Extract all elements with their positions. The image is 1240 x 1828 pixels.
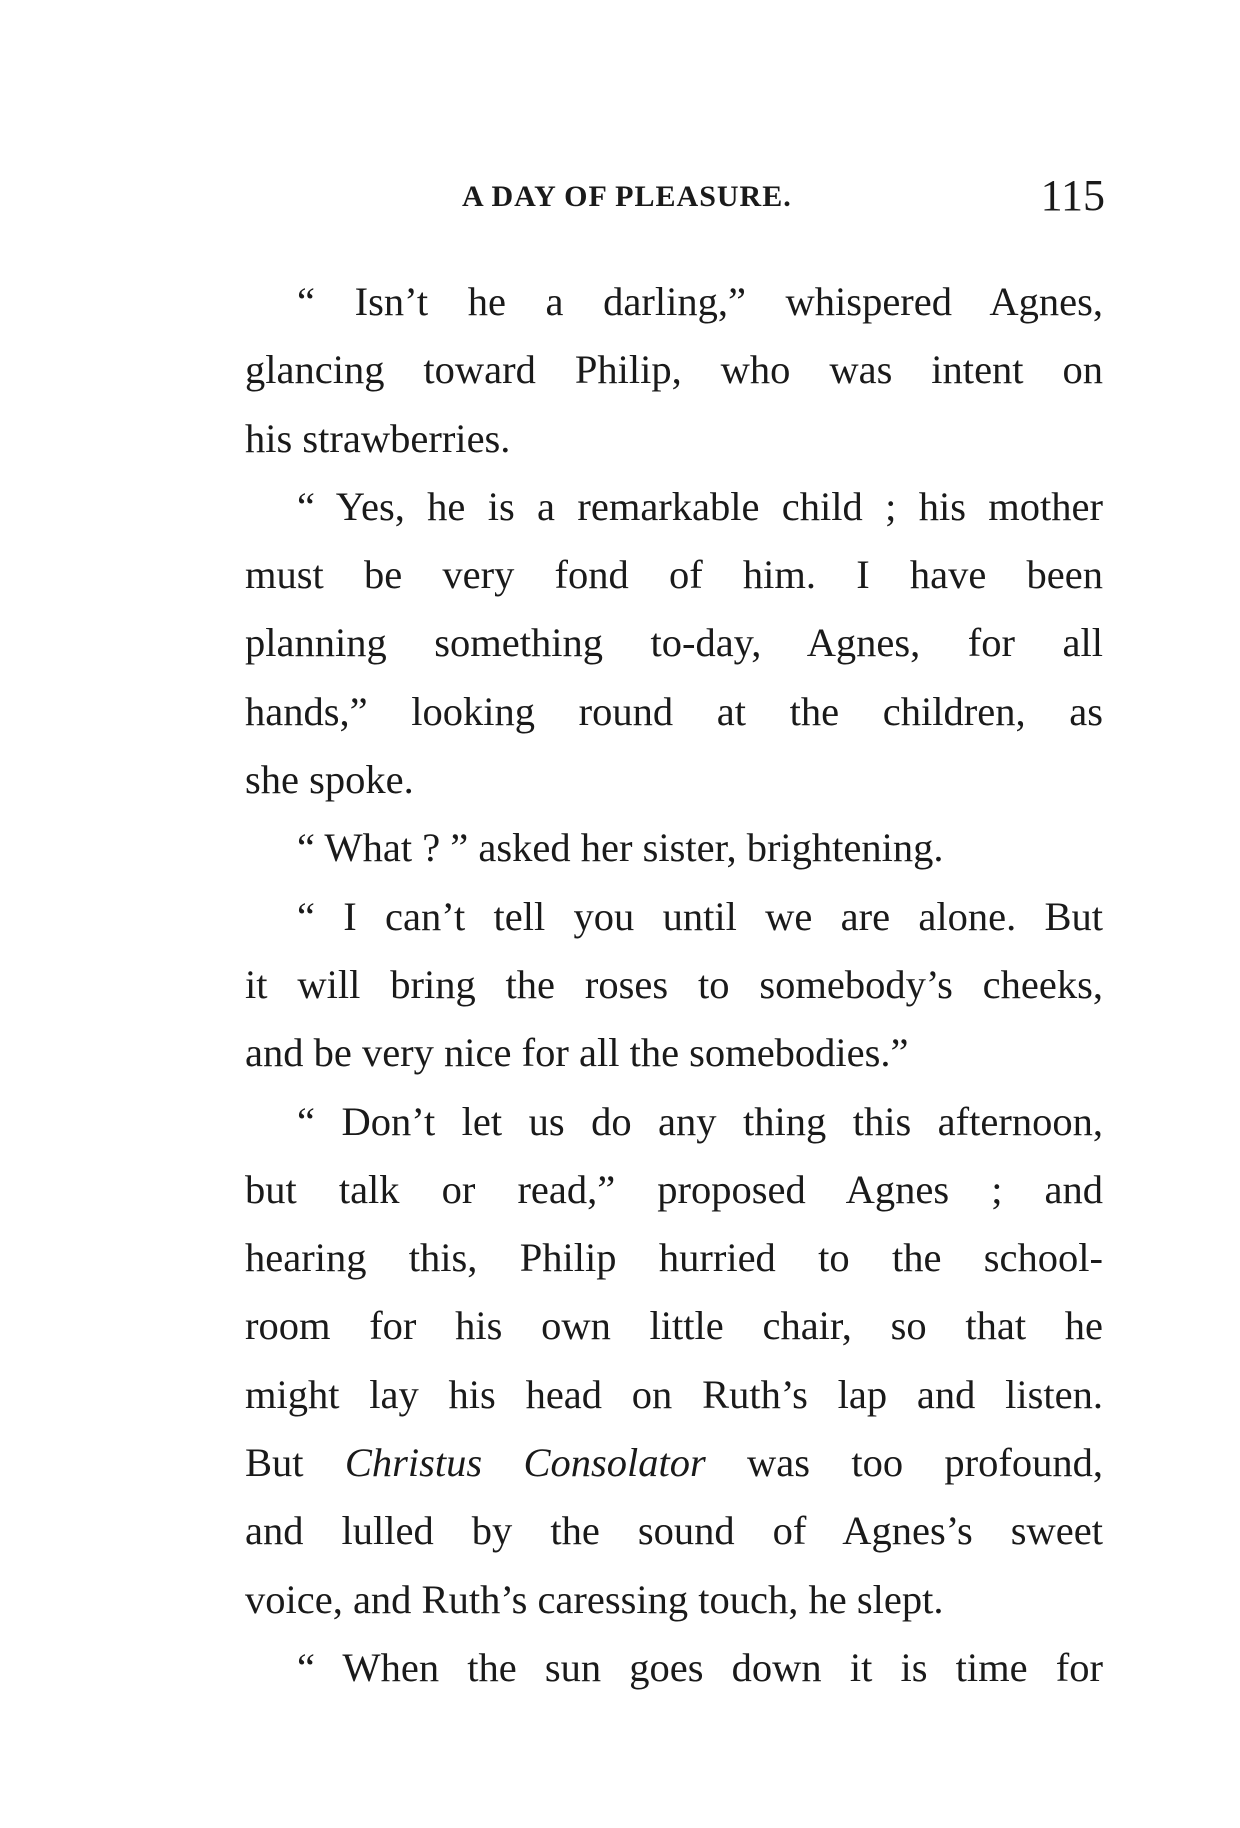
text-line-with-italic xyxy=(245,1429,1103,1497)
text-line: hearing this, Philip hurried to the school- xyxy=(245,1235,1103,1281)
text-line: his strawberries. xyxy=(245,415,511,461)
paragraph-1 xyxy=(245,268,1103,473)
text-line: it will bring the roses to somebody’s cheeks, xyxy=(245,961,1103,1007)
page-number: 115 xyxy=(1040,171,1105,220)
text-line: “ Yes, he is a remarkable child ; his mother xyxy=(297,483,1103,529)
text-line: “ What ? ” asked her sister, brightening. xyxy=(297,825,944,871)
paragraph-4 xyxy=(245,883,1103,1088)
text-line: “ Isn’t he a darling,” whispered Agnes, xyxy=(297,279,1103,324)
text-line: hands,” looking round at the children, as xyxy=(245,688,1103,734)
text-line: voice, and Ruth’s caressing touch, he slept. xyxy=(245,1576,944,1622)
paragraph-5 xyxy=(245,1088,1103,1634)
text-line: glancing toward Philip, who was intent on xyxy=(245,347,1103,393)
body-text xyxy=(245,268,1103,1702)
text-line: but talk or read,” proposed Agnes ; and xyxy=(245,1166,1103,1212)
text-line: planning something to-day, Agnes, for all xyxy=(245,620,1103,666)
text-segment: was too profound, xyxy=(705,1440,1103,1486)
text-segment: But xyxy=(245,1440,345,1486)
paragraph-6 xyxy=(245,1634,1103,1702)
text-line: must be very fond of him. I have been xyxy=(245,552,1103,598)
text-line: “ Don’t let us do any thing this afternoon, xyxy=(297,1098,1103,1144)
text-line: “ I can’t tell you until we are alone. But xyxy=(297,893,1103,939)
running-head xyxy=(240,170,1105,230)
text-line: might lay his head on Ruth’s lap and listen. xyxy=(245,1371,1103,1417)
text-line: she spoke. xyxy=(245,757,414,803)
italic-title: Christus Consolator xyxy=(344,1440,706,1486)
text-line: room for his own little chair, so that he xyxy=(245,1303,1103,1349)
text-line: “ When the sun goes down it is time for xyxy=(297,1644,1103,1690)
paragraph-3 xyxy=(245,814,1103,882)
text-line: and be very nice for all the somebodies.” xyxy=(245,1030,909,1076)
text-line: and lulled by the sound of Agnes’s sweet xyxy=(245,1508,1103,1554)
running-title: A DAY OF PLEASURE. xyxy=(462,180,792,213)
paragraph-2 xyxy=(245,473,1103,814)
